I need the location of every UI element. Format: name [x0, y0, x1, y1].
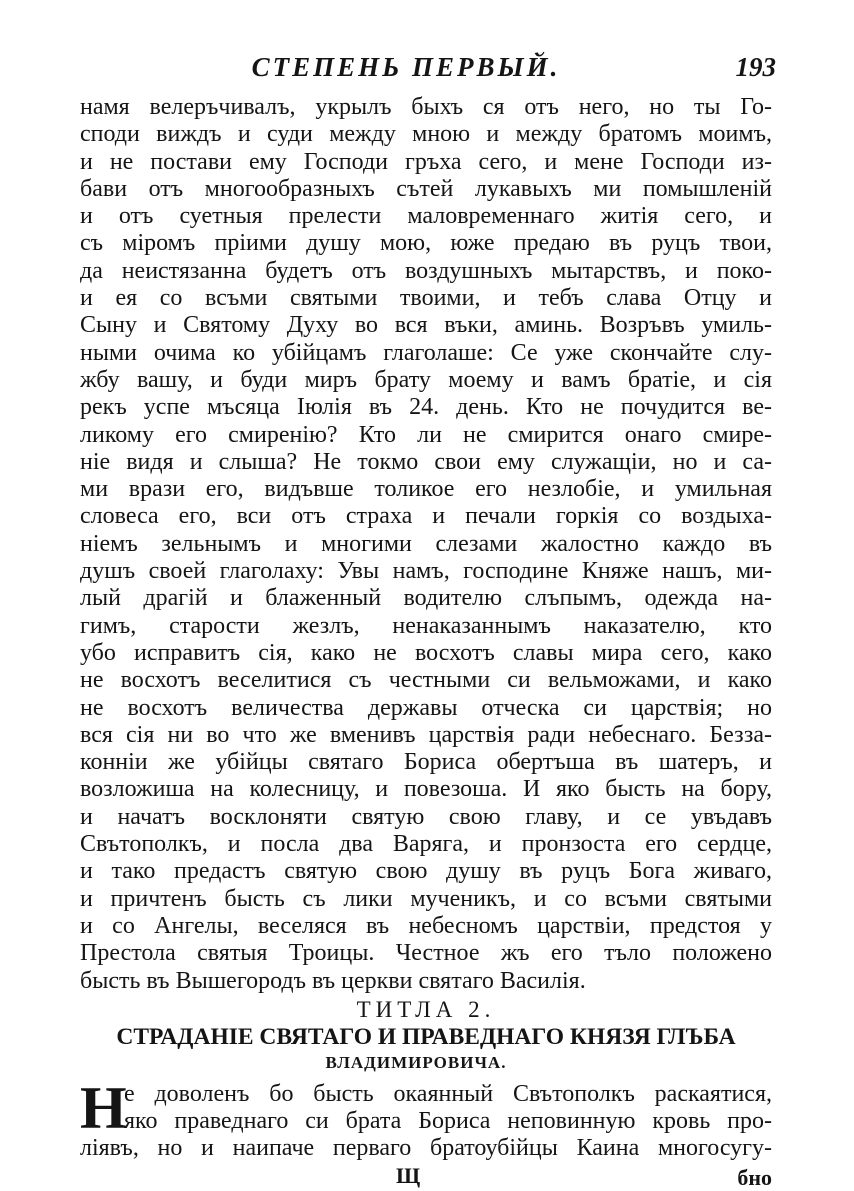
- text-line: рекъ успе мъсяца Іюлія въ 24. день. Кто не почудится ве-: [80, 394, 772, 421]
- chapter-subtitle: ВЛАДИМИРОВИЧА.: [325, 1052, 507, 1072]
- text-line: гимъ, старости жезлъ, ненаказаннымъ наказателю, кто: [80, 612, 772, 639]
- text-line: и со Ангелы, веселяся въ небесномъ царствіи, предстоя у: [80, 912, 772, 939]
- text-line: Свътополкъ, и посла два Варяга, и пронзоста его сердце,: [80, 831, 772, 858]
- signature-mark: Щ: [396, 1162, 421, 1188]
- page-footer: [80, 1163, 772, 1191]
- text-line: Сыну и Святому Духу во вся въки, аминь. Возръвъ умиль-: [80, 312, 772, 339]
- chapter-title: СТРАДАНІЕ СВЯТАГО И ПРАВЕДНАГО КНЯЗЯ ГЛЪБА: [116, 1023, 736, 1050]
- text-line: словеса его, вси отъ страха и печали горкія со воздыха-: [80, 503, 772, 530]
- text-line: конніи же убійцы святаго Бориса обертъша въ шатеръ, и: [80, 749, 772, 776]
- text-line: бысть въ Вышегородъ въ церкви святаго Василія.: [80, 967, 586, 994]
- text-line: душъ своей глаголаху: Увы намъ, господине Княже нашъ, ми-: [80, 558, 772, 585]
- text-line: не восхотъ величества державы отческа си царствія; но: [80, 694, 772, 721]
- body-text: [80, 94, 772, 995]
- text-line: вся сія ни во что же вменивъ царствія ради небеснаго. Безза-: [80, 721, 772, 748]
- text-line: да неистязанна будетъ отъ воздушныхъ мытарствъ, и поко-: [80, 257, 772, 284]
- text-line: жбу вашу, и буди миръ брату моему и вамъ братіе, и сія: [80, 366, 772, 393]
- text-line: и причтенъ бысть съ лики мученикъ, и со всъми святыми: [80, 885, 772, 912]
- text-line: ми врази его, видъвше толикое его незлобіе, и умильная: [80, 476, 772, 503]
- page-number: 193: [735, 52, 776, 82]
- text-line: и тако предастъ святую свою душу въ руцъ Бога живаго,: [80, 858, 772, 885]
- text-line: и ея со всъми святыми твоими, и тебъ слава Отцу и: [80, 285, 772, 312]
- text-line: и начатъ восклоняти святую свою главу, и се увъдавъ: [80, 803, 772, 830]
- text-line: ными очима ко убійцамъ глаголаше: Се уже скончайте слу-: [80, 339, 772, 366]
- text-line: и отъ суетныя прелести маловременнаго житія сего, и: [80, 203, 772, 230]
- text-line: споди виждъ и суди между мною и между братомъ моимъ,: [80, 121, 772, 148]
- chapter-number: ТИТЛА 2.: [356, 996, 496, 1022]
- running-head: [80, 52, 776, 94]
- text-line: Престола святыя Троицы. Честное жъ его тъло положено: [80, 940, 772, 967]
- text-line: ніемъ зельнымъ и многими слезами жалостно каждо въ: [80, 530, 772, 557]
- text-line: ніе видя и слыша? Не токмо свои ему служащіи, но и са-: [80, 448, 772, 475]
- text-line: убо исправитъ сія, како не восхотъ славы мира сего, како: [80, 639, 772, 666]
- text-line: не восхотъ веселитися съ честными си вельможами, и како: [80, 667, 772, 694]
- running-title: СТЕПЕНЬ ПЕРВЫЙ.: [251, 52, 561, 82]
- text-line: бави отъ многообразныхъ сътей лукавыхъ ми помышленій: [80, 175, 772, 202]
- paragraph-line: е доволенъ бо бысть окаянный Свътополкъ раскаятися,: [124, 1080, 772, 1107]
- paragraph-lines: [80, 1074, 772, 1163]
- opening-paragraph: [80, 1074, 772, 1163]
- text-line: съ міромъ пріими душу мою, юже предаю въ руцъ твои,: [80, 230, 772, 257]
- paragraph-line: яко праведнаго си брата Бориса неповинную кровь про-: [124, 1108, 772, 1135]
- text-line: возложиша на колесницу, и повезоша. И яко бысть на бору,: [80, 776, 772, 803]
- text-line: и не постави ему Господи гръха сего, и мене Господи из-: [80, 148, 772, 175]
- paragraph-line: ліявъ, но и наипаче перваго братоубійцы Каина многосугу-: [80, 1135, 772, 1162]
- text-line: лый драгій и блаженный водителю слъпымъ, одежда на-: [80, 585, 772, 612]
- text-line: намя велеръчивалъ, укрылъ быхъ ся отъ него, но ты Го-: [80, 94, 772, 120]
- drop-cap: Н: [80, 1074, 127, 1141]
- catchword: бно: [737, 1164, 772, 1190]
- text-line: ликому его смиренію? Кто ли не смирится онаго смире-: [80, 421, 772, 448]
